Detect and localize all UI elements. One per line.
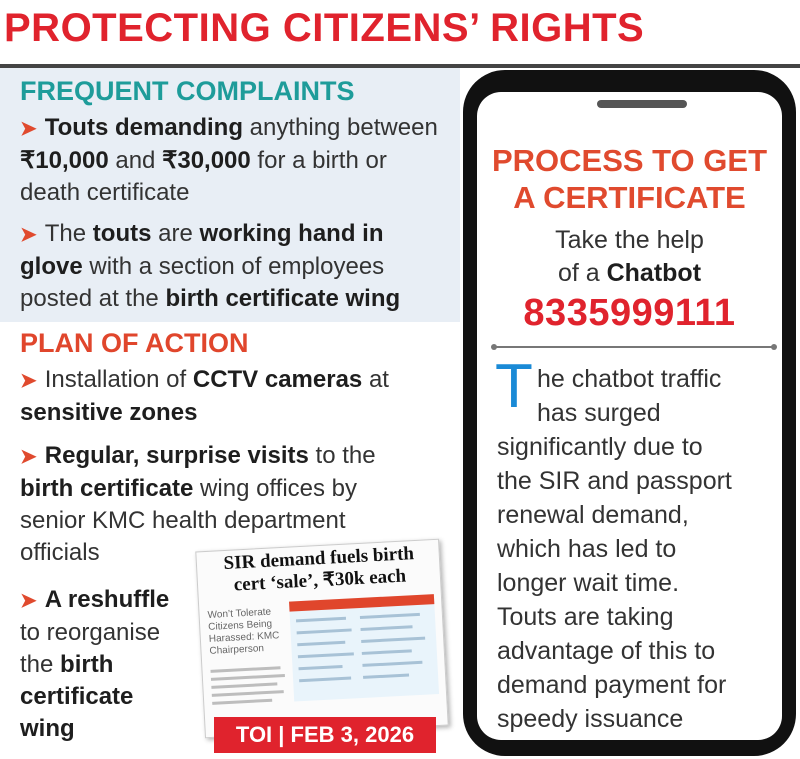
text: Take the help [555, 226, 704, 254]
left-column [0, 68, 460, 759]
body-line: demand payment for [497, 671, 727, 699]
chatbot-help-text [477, 224, 782, 290]
plan-bullet-1 [20, 364, 452, 429]
divider-dot [771, 344, 777, 350]
phone-screen [477, 92, 782, 740]
bold-text: birth certificate wing [165, 285, 401, 312]
bold-text: birth certificate [20, 475, 194, 502]
text-line [298, 652, 354, 658]
text: at [362, 366, 389, 393]
page-title: PROTECTING CITIZENS’ RIGHTS [4, 6, 645, 50]
arrowhead-icon: ➤ [20, 118, 37, 140]
body-line: renewal demand, [497, 501, 689, 529]
title-line: A CERTIFICATE [513, 180, 746, 215]
text-line [296, 617, 346, 623]
complaint-bullet-2 [20, 218, 452, 315]
body-line: has surged [537, 399, 661, 427]
clipping-headline [202, 542, 436, 598]
text-line [212, 699, 272, 705]
bold-text: certificate [20, 683, 134, 710]
text-line [297, 628, 352, 634]
divider-dot [491, 344, 497, 350]
text-line [360, 613, 420, 619]
bold-text: A reshuffle [44, 586, 170, 613]
text: anything between [242, 114, 438, 141]
divider [494, 346, 774, 348]
plan-bullet-3 [20, 584, 195, 745]
text-line [210, 666, 280, 673]
text-line [299, 677, 351, 683]
text: and [108, 147, 163, 174]
text: to reorganise the [20, 619, 161, 678]
complaint-bullet-1 [20, 112, 452, 209]
body-line: which has led to [497, 535, 677, 563]
chatbot-number: 8335999111 [523, 292, 736, 334]
bold-text: Regular, surprise visits [44, 442, 309, 469]
bold-text: ₹30,000 [162, 147, 251, 174]
clipping-subhead: Won’t Tolerate Citizens Being Harassed: KMC Chairperson [207, 606, 280, 657]
body-line: he chatbot traffic [537, 365, 722, 393]
text: Installation of [44, 366, 193, 393]
body-line: advantage of this to [497, 637, 716, 665]
text-line [362, 649, 412, 655]
bold-text: working hand in glove [20, 220, 384, 280]
source-credit: TOI | FEB 3, 2026 [214, 717, 436, 753]
complaints-title: FREQUENT COMPLAINTS [20, 76, 355, 106]
text-line [212, 690, 284, 697]
title-line: PROCESS TO GET [491, 143, 768, 178]
infobox-bar [289, 594, 434, 612]
bold-text: Touts demanding [44, 114, 243, 141]
header [0, 0, 800, 64]
phone-notch [597, 100, 687, 108]
drop-cap: T [495, 352, 533, 421]
text: are [151, 220, 200, 247]
newspaper-clipping [195, 539, 448, 739]
arrowhead-icon: ➤ [20, 446, 37, 468]
arrowhead-icon: ➤ [20, 224, 37, 246]
text-line [361, 625, 413, 631]
text-line [362, 661, 422, 667]
text: for a birth or death certificate [20, 147, 387, 206]
bold-text: sensitive zones [20, 399, 198, 426]
body-line: longer wait time. [497, 569, 680, 597]
body-line: speedy issuance [497, 705, 684, 733]
bold-text: birth [60, 651, 114, 678]
text: wing offices by senior KMC health department officials [20, 475, 358, 566]
headline-line: SIR demand fuels birth [223, 543, 415, 575]
bold-text: ₹10,000 [20, 147, 109, 174]
body-line: the SIR and passport [497, 467, 732, 495]
phone-graphic [463, 70, 796, 756]
text: of a [557, 259, 607, 287]
text-line [363, 673, 409, 678]
headline-line: cert ‘sale’, ₹30k each [233, 565, 407, 596]
arrowhead-icon: ➤ [20, 370, 37, 392]
text-line [211, 682, 277, 688]
text: with a section of employees posted at the [20, 253, 385, 312]
bold-text: touts [92, 220, 152, 247]
text: The [44, 220, 93, 247]
bold-text: Chatbot [606, 259, 702, 287]
text-line [297, 641, 345, 647]
clipping-infobox [289, 594, 439, 701]
process-title [477, 142, 782, 216]
body-line: significantly due to [497, 433, 703, 461]
text-line [361, 637, 425, 643]
bold-text: wing [20, 715, 75, 742]
text-line [211, 674, 285, 681]
arrowhead-icon: ➤ [20, 590, 37, 612]
body-line: Touts are taking [497, 603, 674, 631]
plan-title: PLAN OF ACTION [20, 328, 249, 358]
text: to the [308, 442, 376, 469]
text-line [298, 665, 342, 670]
bold-text: CCTV cameras [192, 366, 363, 393]
